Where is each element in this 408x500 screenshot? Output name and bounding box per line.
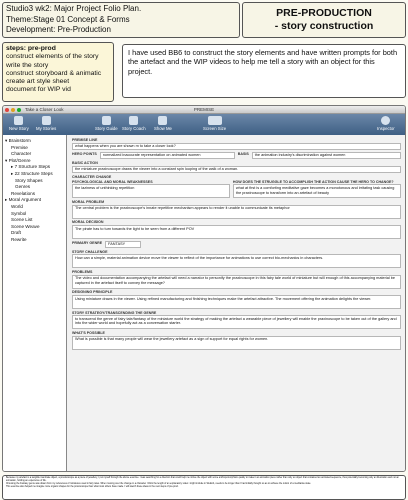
moral-problem-field[interactable]: The central problem is the praxinoscope's innate repetitive mechanism appears to render it unable to communicate its metaphor [72, 205, 401, 219]
sidebar-item-plot-genre[interactable]: ▾ Plot/Genre [5, 157, 31, 163]
field-label: WHAT'S POSSIBLE [72, 330, 105, 335]
sidebar-item-symbol[interactable] [5, 211, 64, 218]
sidebar-item-label: Story Shapes [15, 177, 43, 183]
sidebar-item-label: Premise [11, 144, 28, 150]
field-label: DESIGNING PRINCIPLE [72, 290, 113, 295]
inspector-icon [381, 116, 390, 125]
step-item: document for WIP vid [6, 86, 71, 94]
header-line: Theme:Stage 01 Concept & Forms [6, 14, 130, 24]
inspector-label: Inspector [377, 126, 395, 131]
app-body [3, 135, 405, 471]
show-me-icon [158, 116, 167, 125]
sidebar-item-label: Genres [15, 184, 31, 190]
design-field[interactable]: Using miniature draws in the viewer. Using refined manufacturing and finishing techniques make the artefact attractive. The movement offering the animation delights the viewer. [72, 295, 401, 309]
hero-field[interactable]: normalized inaccurate representation on animated women [100, 152, 235, 160]
sidebar-item-rewrite[interactable] [5, 237, 64, 244]
premise-field[interactable]: what happens when you are shown m to take a closer look? [72, 143, 401, 151]
story-coach-icon [129, 116, 138, 125]
field-label: BASIS [237, 151, 249, 156]
sidebar-item-label: Rewrite [11, 236, 27, 242]
moral-decision-field[interactable]: The pirate has to turn towards the light to be seen from a different POV [72, 225, 401, 239]
screen-size-icon [208, 116, 222, 125]
sidebar-item-label: Symbol [11, 210, 27, 216]
sidebar-item-label: Plot/Genre [8, 157, 31, 163]
sidebar-item-label: 22 Structure Steps [14, 170, 53, 176]
sidebar-item-scene-list[interactable] [5, 217, 64, 224]
field-label: STORY STRATEGY/TRANSCENDING THE GENRE [72, 310, 157, 315]
sidebar-item-brainstorm[interactable]: ▾ Brainstorm [5, 138, 31, 143]
sidebar-item-label: Draft [11, 230, 21, 236]
app-screenshot [2, 105, 406, 472]
sidebar-item-draft[interactable] [5, 230, 64, 237]
field-label: PRIMARY GENRE [72, 240, 103, 245]
story-guide-label: Story Guide [95, 126, 118, 131]
sidebar-item-label: Brainstorm [8, 138, 31, 143]
new-story-icon [14, 116, 23, 125]
field-label: HOW DOES THE STRUGGLE TO ACCOMPLISH THE ACTION CAUSE THE HERO TO CHANGE? [232, 179, 394, 184]
step-item: construct storyboard & animatic [6, 69, 102, 77]
field-label: STORY CHALLENGE [72, 249, 108, 254]
my-stories-button[interactable] [36, 116, 56, 131]
screen-size-label: Screen Size [203, 126, 227, 131]
sidebar-item-story-shapes[interactable] [5, 178, 64, 185]
sidebar-item-label: Character [11, 151, 32, 157]
intro-note [122, 44, 406, 98]
story-guide-button[interactable] [95, 116, 118, 131]
step-item: construct elements of the story [6, 53, 99, 61]
intro-note-text: I have used BB6 to construct the story elements and have written prompts for both the artefact and the WIP videos to help me tell a story with an object for this project. [128, 48, 398, 76]
strategy-field[interactable]: to transcend the genre of fairy tale/fantasy of the miniature world the strategy of making the artefact a wearable piece of jewellery will enable the praxinoscope to be taken out of the gallery and into the wider world and hopefully act as a conversation starter. [72, 315, 401, 329]
app-toolbar [3, 114, 405, 135]
sidebar-item-label: Scene Weave [11, 223, 40, 229]
inspector-button[interactable] [377, 116, 395, 131]
page-title [242, 2, 406, 38]
title-line: - story construction [274, 20, 374, 32]
premise-form [67, 135, 405, 471]
sidebar-item-label: Scene List [11, 217, 33, 223]
my-stories-label: My Stories [36, 126, 57, 131]
reflection-paragraph: Choosing the Fantasy genre was drawn from my references of miniatures used in fairy tales. When musing over the change in a character I think the length of an explanatory video i might include in Studio4, needs to be longer than I had initially thought so as to achieve the notion of a meditative state. [6, 482, 312, 485]
header-info [2, 2, 240, 38]
sidebar-item-world[interactable] [5, 204, 64, 211]
field-label: PREMISE LINE [72, 138, 98, 142]
steps-title: steps: pre-prod [6, 45, 56, 52]
sidebar-item-label: 7 Structure Steps [14, 164, 51, 170]
steps-panel [2, 42, 114, 102]
new-story-label: New Story [9, 126, 29, 131]
show-me-label: Show Me [154, 126, 172, 131]
sidebar-item-label: World [11, 203, 23, 209]
field-label: CHARACTER CHANGE [72, 174, 112, 179]
field-label: PROBLEMS [72, 269, 93, 274]
sidebar-item-genres[interactable] [5, 184, 64, 191]
sidebar-item-label: Revelations [11, 190, 36, 196]
step-item: write the story [6, 61, 49, 69]
sidebar-item-revelations[interactable] [5, 191, 64, 198]
title-line: PRE-PRODUCTION [276, 7, 372, 19]
field-label: BASIC ACTION [72, 160, 98, 165]
sidebar-item-character[interactable] [5, 151, 64, 158]
reflection-paragraph: Because my artefact is a tangible inanimate object, a praxinoscope as a piece of jewellery, I put myself through the above exercise. I was searching for a direction that could help me imbue the object with some anthropomorphism quality to make it an animation piece rather than only an object that contained an animated sequence, thus potentially becoming only an illustration and not an animation, holding an experience of life. [6, 477, 399, 482]
sidebar-item-22-steps[interactable]: ▸ 22 Structure Steps [11, 170, 53, 176]
challenge-field[interactable]: How can a simple, material animation device move the viewer to reflect of the importance for animations to use correct bio-mechanics in characters. [72, 254, 401, 268]
field-label: MORAL DECISION [72, 220, 104, 225]
story-coach-button[interactable] [122, 116, 146, 131]
problems-field[interactable]: The video and documentation accompanying the artefact will need a narrator to personify the praxinoscope in this fairy tale world of miniature but will enough of this accompanying material be captured in the artefact itself to convey the message? [72, 275, 401, 289]
sidebar-item-scene-weave[interactable] [5, 224, 64, 231]
window-title: PREMISE [193, 107, 215, 112]
header-line: Development: Pre-Production [6, 25, 111, 34]
story-guide-icon [102, 116, 111, 125]
window-titlebar [3, 106, 405, 114]
header-line: Studio3 wk2: Major Project Folio Plan. [6, 4, 142, 13]
sidebar-item-label: Moral Argument [8, 197, 42, 203]
sidebar [3, 135, 67, 471]
basic-action-field[interactable]: the miniature praxinoscope draws the viewer into a constant spin looping of the walk of a woman. [72, 166, 401, 174]
my-stories-icon [42, 116, 51, 125]
genre-select[interactable]: FANTASY [105, 241, 141, 249]
reflection-paragraph: This exercise also helped me imagine more organic shapes for the praxinoscope than what most others have made. I will sketch these ideas in the next steps of pre-prod. [6, 485, 179, 488]
screen-size-button[interactable] [203, 116, 226, 131]
window-subtitle: Take a Closer Look [25, 107, 64, 112]
change-field[interactable]: what at first is a comforting meditative gaze becomes a monotonous and irritating task causing the praxinoscope to transform into an artefact of beauty [233, 184, 401, 198]
sidebar-item-7-steps[interactable]: ▸ 7 Structure Steps [11, 164, 51, 170]
possible-field[interactable]: What is possible is that many people will wear the jewellery artefact as a sign of support for equal rights for women. [72, 336, 401, 350]
sidebar-item-moral-argument[interactable]: ▸ Moral Argument [5, 197, 42, 203]
field-label: HERO POINTS [72, 151, 97, 156]
sidebar-item-premise[interactable] [5, 145, 64, 152]
story-coach-label: Story Coach [122, 126, 146, 131]
reflection-text [2, 475, 406, 500]
show-me-button[interactable] [154, 116, 172, 131]
weakness-field[interactable]: the laziness of unthinking repetition [72, 184, 230, 198]
field-label: MORAL PROBLEM [72, 199, 105, 204]
bias-field[interactable]: the animation industry's discrimination against women [252, 152, 401, 160]
field-label: PSYCHOLOGICAL AND MORAL WEAKNESSES [72, 179, 153, 184]
new-story-button[interactable] [9, 116, 29, 131]
step-item: create art style sheet [6, 78, 70, 86]
